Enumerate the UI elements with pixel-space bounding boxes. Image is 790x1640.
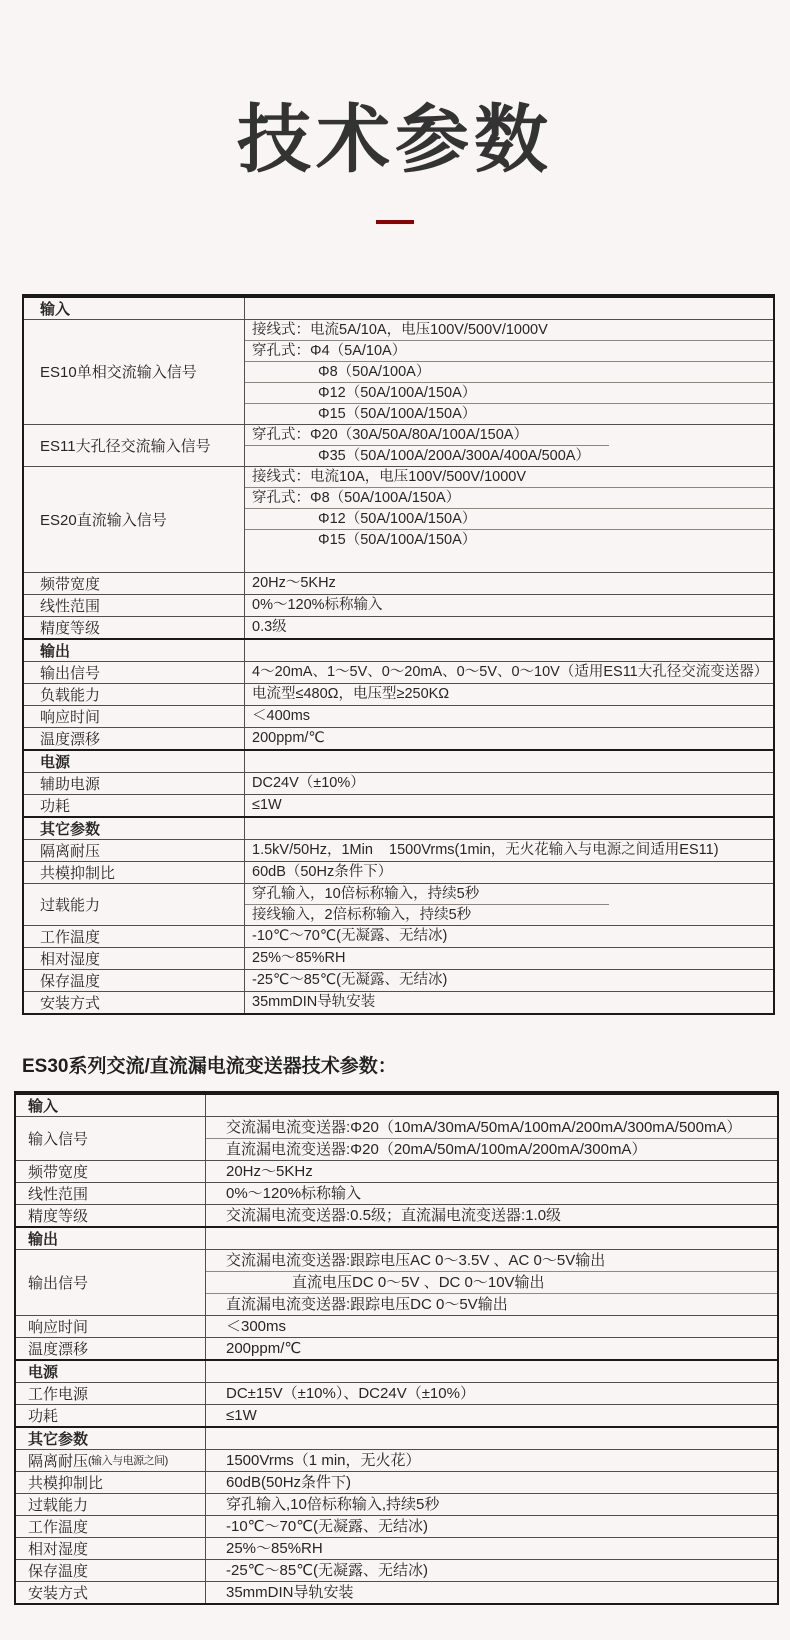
spec-row-label — [24, 320, 245, 424]
spec-value-line: 穿孔式：Φ20（30A/50A/80A/100A/150A） — [252, 426, 528, 443]
spec-row — [16, 1249, 777, 1315]
spec-value-line: 直流电压DC 0～5V 、DC 0～10V输出 — [292, 1273, 545, 1291]
spec-row-value — [206, 1560, 777, 1581]
spec-row-label — [16, 1428, 206, 1449]
spec-row-label — [16, 1316, 206, 1337]
spec-section-row — [24, 638, 773, 661]
spec-row-label-text: 电源 — [28, 1363, 59, 1381]
spec-value-line: 25%～85%RH — [226, 1539, 323, 1557]
spec-row-label-text: 辅助电源 — [40, 775, 101, 793]
spec-row-label-text: 工作温度 — [40, 928, 101, 946]
spec-row-label — [16, 1161, 206, 1182]
spec-value-line: 0%～120%标称输入 — [252, 597, 383, 614]
page-title: 技术参数 — [237, 97, 553, 183]
spec-value-line: 1.5kV/50Hz，1Min 1500Vrms(1min，无火花输入与电源之间适用ES11) — [252, 842, 719, 859]
spec-row-label — [16, 1472, 206, 1493]
spec-value-line: 接线输入，2倍标称输入，持续5秒 — [252, 906, 472, 923]
spec-row — [24, 925, 773, 947]
spec-row — [24, 861, 773, 883]
spec-row-label — [16, 1228, 206, 1249]
spec-row — [16, 1559, 777, 1581]
spec-value-line: 200ppm/℃ — [252, 730, 325, 747]
spec-row-value — [245, 751, 773, 772]
spec-row — [24, 772, 773, 794]
spec-row-label — [24, 818, 245, 839]
spec-row-label-text: 功耗 — [40, 797, 71, 815]
spec-value-line: ≤1W — [252, 797, 282, 814]
spec-row-label — [24, 992, 245, 1013]
spec-row-value — [206, 1450, 777, 1471]
spec-row-label — [16, 1494, 206, 1515]
spec-section-row — [16, 1226, 777, 1249]
spec-row-label — [24, 662, 245, 683]
spec-row-value — [245, 728, 773, 749]
spec-value-line: 接线式：电流10A，电压100V/500V/1000V — [252, 468, 527, 485]
spec-row-label — [16, 1582, 206, 1603]
spec-row-label-text: 负载能力 — [40, 686, 101, 704]
spec-row-label-text: 过载能力 — [28, 1496, 89, 1514]
spec-row-value — [245, 617, 773, 638]
spec-row-value — [245, 425, 773, 466]
spec-value-line: Φ12（50A/100A/150A） — [318, 510, 477, 527]
spec-value-line: 0.3级 — [252, 619, 287, 636]
spec-value-line: 1500Vrms（1 min，无火花） — [226, 1451, 421, 1469]
spec-row-label-text: 相对湿度 — [28, 1540, 89, 1558]
spec-row-value — [206, 1250, 777, 1315]
spec-row-label — [16, 1117, 206, 1160]
spec-value-line: Φ35（50A/100A/200A/300A/400A/500A） — [318, 447, 590, 464]
spec-row-label — [16, 1205, 206, 1226]
spec-value-line: 交流漏电流变送器:0.5级；直流漏电流变送器:1.0级 — [226, 1206, 562, 1224]
spec-row-label-text: 频带宽度 — [28, 1163, 89, 1181]
spec-row-label-text: 保存温度 — [40, 972, 101, 990]
spec-row-label-text: 输入 — [40, 300, 71, 318]
spec-row — [16, 1449, 777, 1471]
spec-value-line: -10℃～70℃(无凝露、无结冰) — [252, 928, 448, 945]
spec-row-label — [16, 1560, 206, 1581]
spec-row-value — [245, 926, 773, 947]
spec-row — [24, 661, 773, 683]
spec-row-label — [16, 1538, 206, 1559]
spec-value-line: 接线式：电流5A/10A，电压100V/500V/1000V — [252, 321, 548, 338]
spec-row-label-text: ES20直流输入信号 — [40, 511, 167, 529]
spec-value-line: 交流漏电流变送器:Φ20（10mA/30mA/50mA/100mA/200mA/300mA/500mA） — [226, 1118, 742, 1136]
spec-value-line: DC±15V（±10%）、DC24V（±10%） — [226, 1384, 475, 1402]
spec-value-line: ＜400ms — [252, 708, 311, 725]
spec-row-label-text: 功耗 — [28, 1407, 59, 1425]
spec-row — [24, 705, 773, 727]
spec-row-value — [206, 1582, 777, 1603]
spec-row-label — [16, 1183, 206, 1204]
spec-row-label — [24, 684, 245, 705]
spec-row-value — [245, 467, 773, 572]
spec-row-value — [245, 595, 773, 616]
spec-row-label — [24, 862, 245, 883]
spec-row-label-text: 线性范围 — [28, 1185, 89, 1203]
spec-row-value — [206, 1538, 777, 1559]
spec-row-label — [16, 1361, 206, 1382]
spec-row-label — [24, 706, 245, 727]
spec-value-line: DC24V（±10%） — [252, 775, 365, 792]
spec-row — [24, 424, 773, 466]
spec-value-line: 200ppm/℃ — [226, 1339, 302, 1357]
spec-row-label-text: 温度漂移 — [40, 730, 101, 748]
spec-row-value — [206, 1183, 777, 1204]
spec-row-value — [245, 573, 773, 594]
spec-row-label-text: 安装方式 — [40, 994, 101, 1012]
spec-row — [24, 969, 773, 991]
spec-section-row — [24, 816, 773, 839]
spec-value-line: Φ12（50A/100A/150A） — [318, 384, 477, 401]
spec-row-value — [206, 1494, 777, 1515]
spec-row-value — [245, 320, 773, 424]
spec-row-value — [245, 818, 773, 839]
spec-row-value — [245, 948, 773, 969]
spec-row — [16, 1337, 777, 1359]
spec-row-value — [245, 795, 773, 816]
spec-row-value — [245, 884, 773, 925]
spec-row-label-suffix: (输入与电源之间) — [88, 1455, 168, 1468]
spec-row-label-text: 精度等级 — [40, 619, 101, 637]
spec-value-line: -25℃～85℃(无凝露、无结冰) — [226, 1561, 429, 1579]
spec-value-line: 直流漏电流变送器:跟踪电压DC 0～5V输出 — [226, 1295, 508, 1313]
spec-row-label-text: 线性范围 — [40, 597, 101, 615]
spec-row-value — [206, 1383, 777, 1404]
spec-row-value — [245, 840, 773, 861]
spec-row-value — [245, 862, 773, 883]
spec-row-label — [16, 1383, 206, 1404]
spec-row — [24, 319, 773, 424]
spec-value-line: 4～20mA、1～5V、0～20mA、0～5V、0～10V（适用ES11大孔径交流变送器） — [252, 664, 769, 681]
spec-row-label-text: 输出 — [28, 1230, 59, 1248]
spec-row — [16, 1116, 777, 1160]
spec-value-line: 20Hz～5KHz — [252, 575, 336, 592]
spec-row-label — [24, 751, 245, 772]
spec-row-label-text: 其它参数 — [40, 820, 101, 838]
spec-row-label-text: 精度等级 — [28, 1207, 89, 1225]
spec-row-label — [16, 1250, 206, 1315]
spec-row-label — [24, 573, 245, 594]
spec-row — [16, 1515, 777, 1537]
spec-value-line: 35mmDIN导轨安装 — [226, 1583, 354, 1601]
spec-row-label-text: 隔离耐压 — [40, 842, 101, 860]
spec-value-line: 穿孔式：Φ8（50A/100A/150A） — [252, 489, 461, 506]
spec-row — [24, 572, 773, 594]
spec-row-value — [206, 1161, 777, 1182]
spec-row-label — [24, 595, 245, 616]
spec-row-label-text: 共模抑制比 — [40, 864, 116, 882]
spec-value-line: -25℃～85℃(无凝露、无结冰) — [252, 972, 448, 989]
spec-row-label — [24, 467, 245, 572]
spec-row-label — [24, 425, 245, 466]
spec-row-label — [24, 795, 245, 816]
spec-row — [24, 947, 773, 969]
spec-row-value — [206, 1205, 777, 1226]
spec-row-value — [206, 1428, 777, 1449]
es10-es11-es20-spec-table — [22, 294, 775, 1015]
spec-row-label-text: 响应时间 — [28, 1318, 89, 1336]
spec-value-line: 电流型≤480Ω，电压型≥250KΩ — [252, 686, 450, 703]
spec-row-label-text: 工作电源 — [28, 1385, 89, 1403]
spec-row-value — [206, 1516, 777, 1537]
spec-row-label — [24, 926, 245, 947]
spec-row-value — [245, 640, 773, 661]
spec-row-value — [245, 992, 773, 1013]
spec-row-label-text: 安装方式 — [28, 1584, 89, 1602]
spec-row-label-text: 保存温度 — [28, 1562, 89, 1580]
spec-value-line: 穿孔输入，10倍标称输入，持续5秒 — [252, 885, 480, 902]
spec-value-line: ＜300ms — [226, 1317, 287, 1335]
spec-row — [16, 1382, 777, 1404]
spec-row-label — [24, 773, 245, 794]
spec-row-value — [245, 662, 773, 683]
spec-row-label — [16, 1338, 206, 1359]
es30-section-title: ES30系列交流/直流漏电流变送器技术参数： — [22, 1055, 397, 1077]
spec-row-label — [16, 1095, 206, 1116]
spec-row-label-text: 输出信号 — [40, 664, 101, 682]
spec-value-line: Φ15（50A/100A/150A） — [318, 405, 477, 422]
spec-value-line: Φ8（50A/100A） — [318, 363, 431, 380]
spec-row — [16, 1537, 777, 1559]
spec-row — [16, 1204, 777, 1226]
spec-value-line: 穿孔输入,10倍标称输入,持续5秒 — [226, 1495, 440, 1513]
spec-row-label-text: 输出信号 — [28, 1274, 89, 1292]
spec-value-line: 直流漏电流变送器:Φ20（20mA/50mA/100mA/200mA/300mA） — [226, 1140, 647, 1158]
spec-row — [24, 466, 773, 572]
spec-row-label-text: ES11大孔径交流输入信号 — [40, 437, 211, 455]
spec-row-label — [24, 728, 245, 749]
spec-row — [16, 1404, 777, 1426]
spec-row — [24, 991, 773, 1013]
spec-row-label — [24, 970, 245, 991]
es30-spec-table — [14, 1091, 779, 1605]
spec-row-label — [16, 1516, 206, 1537]
spec-value-line: 35mmDIN导轨安装 — [252, 994, 376, 1011]
spec-row-label-text: 过载能力 — [40, 896, 101, 914]
spec-row — [16, 1493, 777, 1515]
spec-row-label-text: ES10单相交流输入信号 — [40, 364, 197, 382]
spec-row-label-text: 工作温度 — [28, 1518, 89, 1536]
spec-row-label-text: 输入信号 — [28, 1130, 89, 1148]
spec-row-label-text: 共模抑制比 — [28, 1474, 104, 1492]
spec-row — [24, 883, 773, 925]
spec-row-label — [24, 840, 245, 861]
spec-row-label — [16, 1450, 206, 1471]
spec-row — [16, 1315, 777, 1337]
spec-row-value — [245, 706, 773, 727]
spec-row — [16, 1182, 777, 1204]
spec-value-line: 穿孔式：Φ4（5A/10A） — [252, 342, 407, 359]
spec-row-value — [245, 298, 773, 319]
spec-row-label-text: 输出 — [40, 642, 71, 660]
spec-row — [16, 1581, 777, 1603]
spec-row-value — [206, 1338, 777, 1359]
spec-row-value — [206, 1361, 777, 1382]
spec-row-label — [24, 640, 245, 661]
spec-value-line: 25%～85%RH — [252, 950, 346, 967]
spec-row-label-text: 相对湿度 — [40, 950, 101, 968]
spec-row-label-text: 隔离耐压 — [28, 1452, 89, 1470]
spec-row-value — [206, 1228, 777, 1249]
spec-value-line: 20Hz～5KHz — [226, 1162, 313, 1180]
spec-row-value — [206, 1095, 777, 1116]
spec-value-line: 交流漏电流变送器:跟踪电压AC 0～3.5V 、AC 0～5V输出 — [226, 1251, 606, 1269]
spec-value-line: 60dB（50Hz条件下） — [252, 864, 393, 881]
spec-row-value — [206, 1405, 777, 1426]
spec-row-label-text: 电源 — [40, 753, 71, 771]
spec-value-line: 0%～120%标称输入 — [226, 1184, 362, 1202]
spec-value-line: -10℃～70℃(无凝露、无结冰) — [226, 1517, 429, 1535]
spec-section-row — [16, 1359, 777, 1382]
spec-section-row — [24, 749, 773, 772]
spec-row-label-text: 温度漂移 — [28, 1340, 89, 1358]
spec-row-label-text: 频带宽度 — [40, 575, 101, 593]
spec-row-value — [245, 970, 773, 991]
spec-row — [24, 683, 773, 705]
spec-row-label-text: 输入 — [28, 1097, 59, 1115]
spec-row-label-text: 响应时间 — [40, 708, 101, 726]
spec-section-row — [16, 1093, 777, 1116]
title-accent-dash — [376, 220, 414, 224]
spec-row-value — [245, 773, 773, 794]
spec-row-label — [24, 298, 245, 319]
spec-row-label — [24, 948, 245, 969]
spec-value-line: ≤1W — [226, 1406, 257, 1424]
spec-row — [16, 1471, 777, 1493]
spec-section-row — [16, 1426, 777, 1449]
spec-row — [24, 594, 773, 616]
spec-row-value — [206, 1117, 777, 1160]
spec-row — [24, 794, 773, 816]
spec-value-line: 60dB(50Hz条件下) — [226, 1473, 352, 1491]
spec-row-label — [24, 617, 245, 638]
spec-section-row — [24, 296, 773, 319]
spec-row — [16, 1160, 777, 1182]
spec-row-value — [206, 1472, 777, 1493]
spec-row-value — [206, 1316, 777, 1337]
spec-row — [24, 616, 773, 638]
spec-row — [24, 727, 773, 749]
spec-row-label — [16, 1405, 206, 1426]
spec-row — [24, 839, 773, 861]
spec-row-label — [24, 884, 245, 925]
spec-value-line: Φ15（50A/100A/150A） — [318, 531, 477, 548]
spec-row-value — [245, 684, 773, 705]
spec-row-label-text: 其它参数 — [28, 1430, 89, 1448]
